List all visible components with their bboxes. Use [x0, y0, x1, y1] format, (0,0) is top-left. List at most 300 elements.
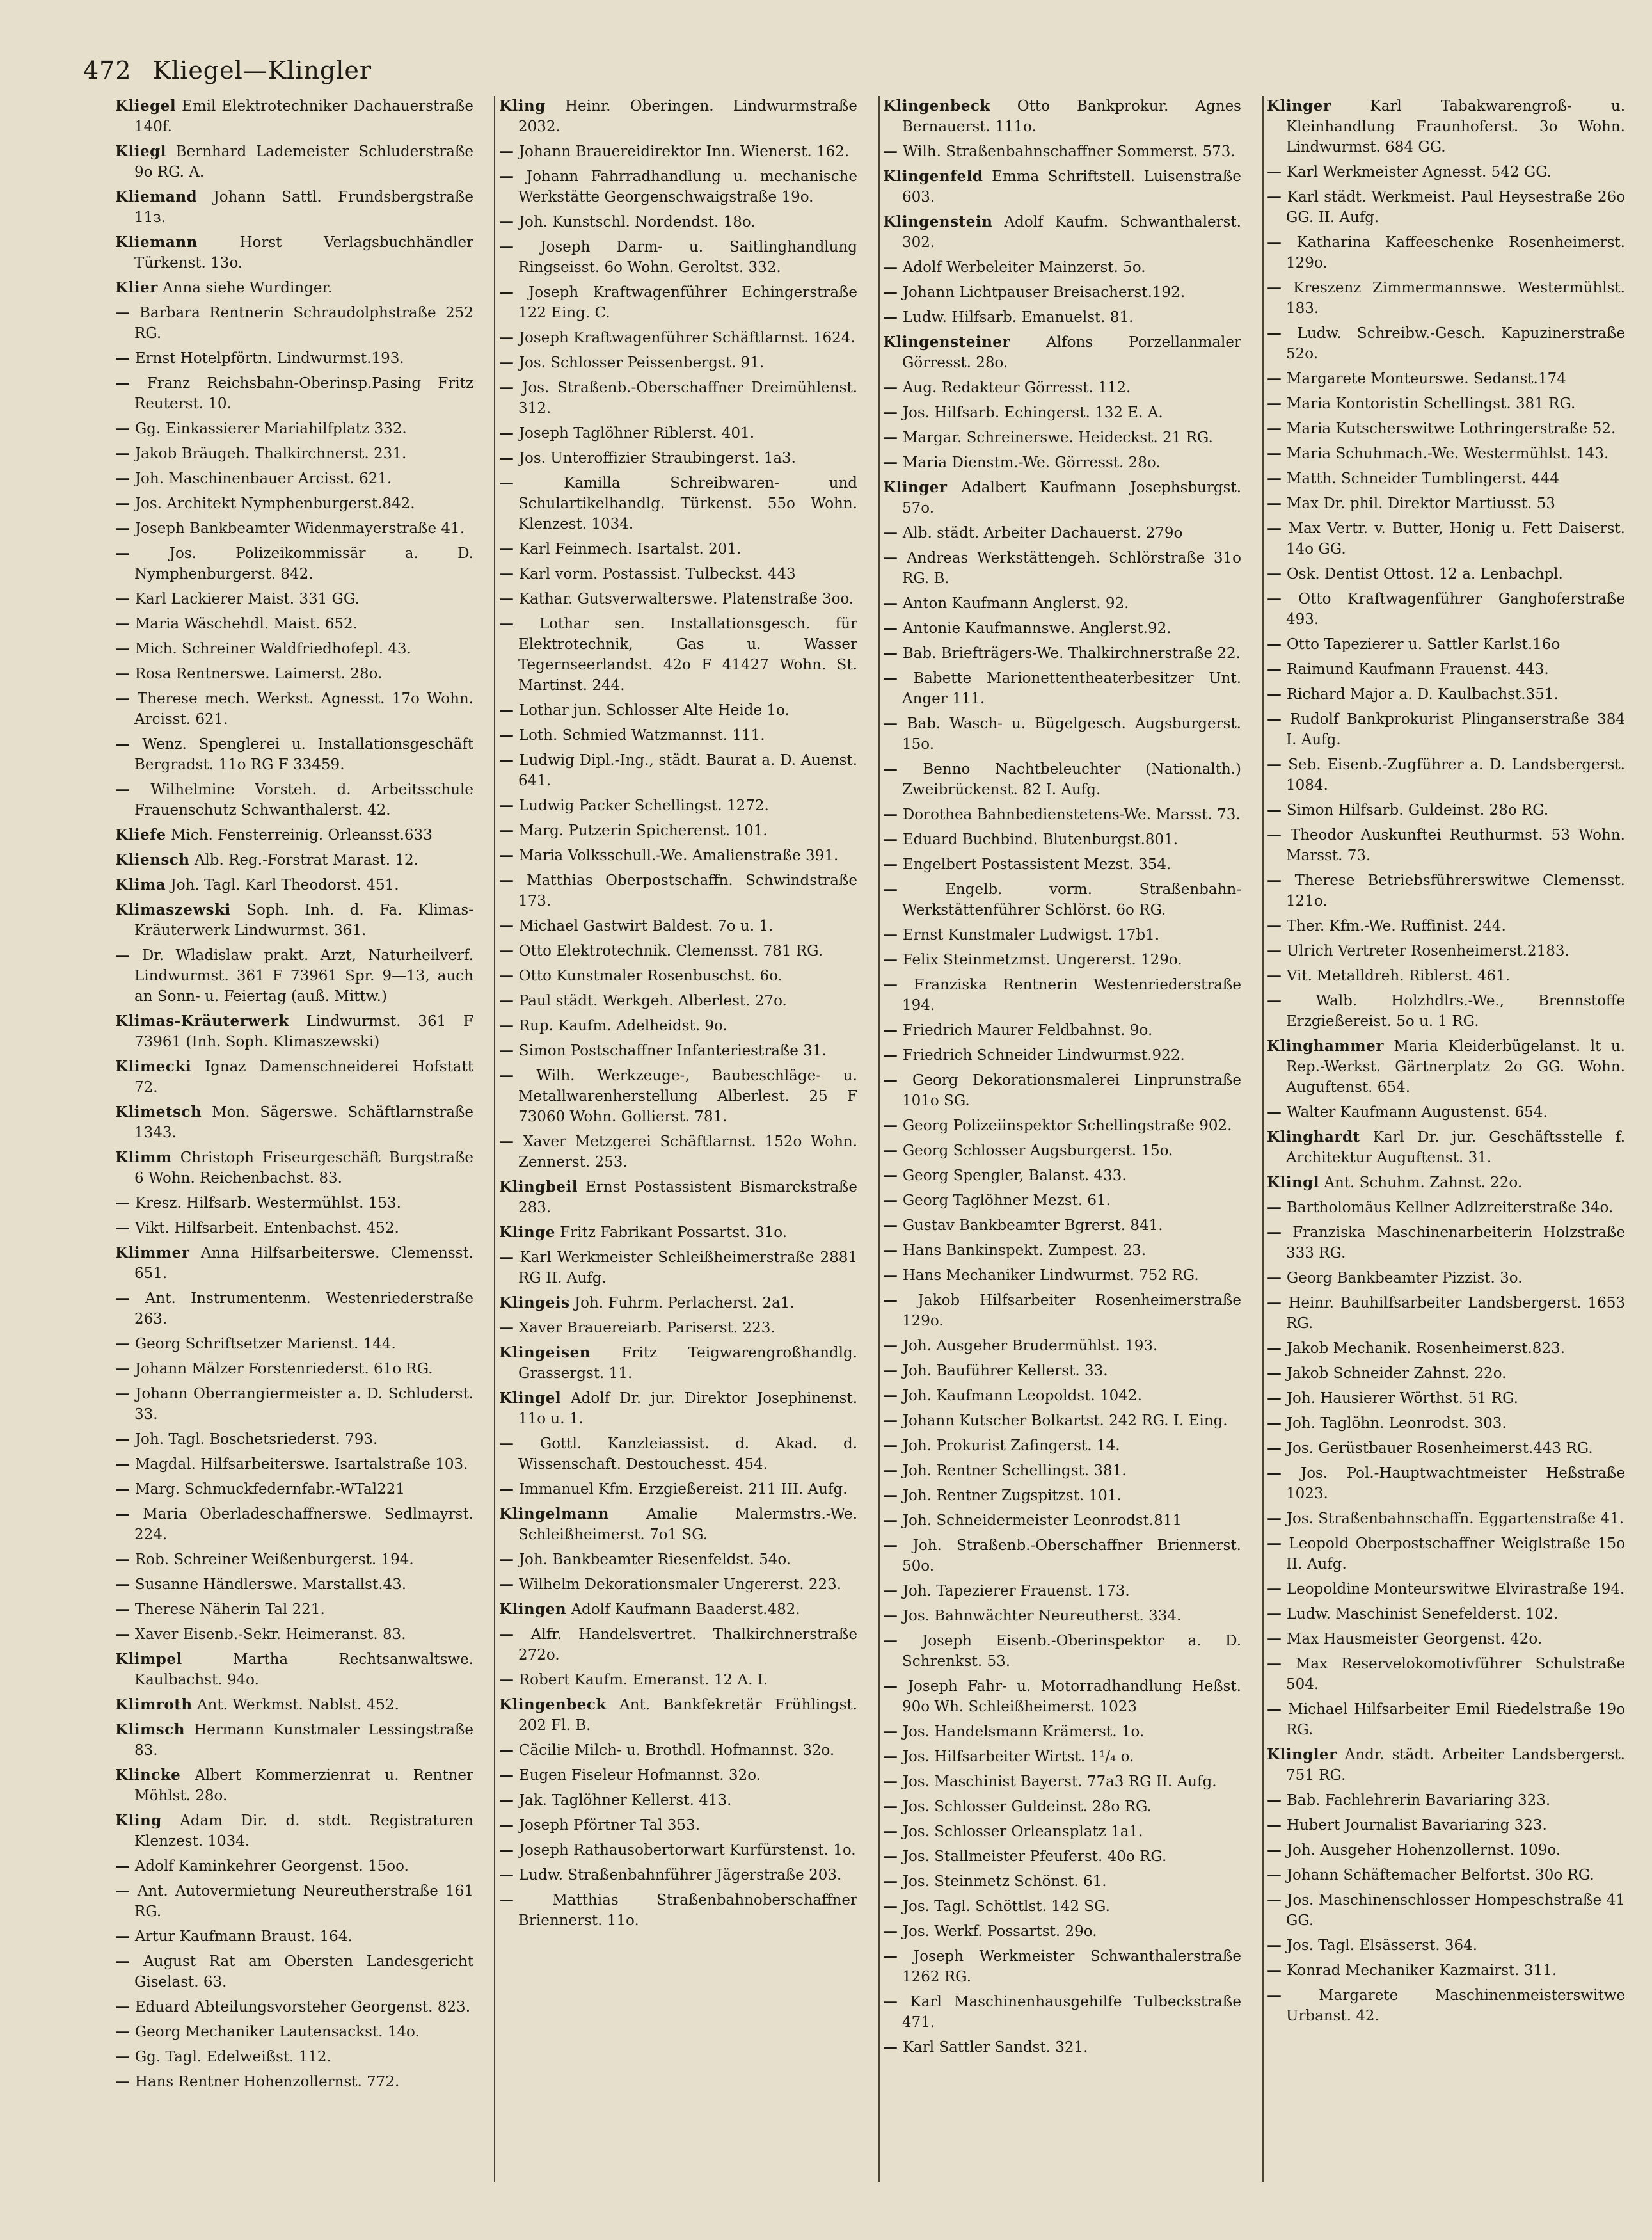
entry-text: Johann Brauereidirektor Inn. Wienerst. 162. — [518, 143, 850, 160]
entry-text: Joh. Tagl. Karl Theodorst. 451. — [170, 877, 399, 893]
entry-text: Theodor Auskunftei Reuthurmst. 53 Wohn. Marsst. 73. — [1286, 827, 1625, 864]
entry-text: Maria Schuhmach.-We. Westermühlst. 143. — [1286, 445, 1609, 462]
entry-text: Mich. Schreiner Waldfriedhofepl. 43. — [134, 641, 411, 657]
entry-text: Jos. Hilfsarbeiter Wirtst. 1¹/₄ o. — [902, 1748, 1134, 1765]
entry-name: — — [115, 640, 131, 657]
entry-text: Joseph Kraftwagenführer Schäftlarnst. 1624. — [518, 330, 855, 346]
entry-text: Babette Marionettentheaterbesitzer Unt. Anger 111. — [902, 670, 1241, 707]
entry-name: — — [499, 1741, 514, 1759]
entry-text: Robert Kaufm. Emeranst. 12 A. I. — [518, 1672, 768, 1688]
entry-text: Konrad Mechaniker Kazmairst. 311. — [1286, 1962, 1557, 1979]
directory-entry — [499, 966, 857, 986]
directory-entry — [883, 452, 1241, 473]
directory-entry — [115, 589, 473, 609]
entry-name: — — [115, 520, 131, 537]
page-title: Kliegel—Klingler — [152, 56, 372, 84]
entry-name: — — [883, 760, 898, 778]
directory-entry — [883, 1361, 1241, 1381]
entry-text: Dorothea Bahnbedienstetens-We. Marsst. 73. — [902, 806, 1241, 823]
entry-text: Adolf Kaufmann Baaderst.482. — [571, 1601, 800, 1618]
column-3 — [883, 96, 1241, 2208]
entry-text: Ludw. Hilfsarb. Emanuelst. 81. — [902, 309, 1134, 326]
directory-entry — [883, 212, 1241, 253]
directory-entry — [1267, 1338, 1625, 1359]
entry-name: Klimroth — [115, 1696, 193, 1713]
directory-entry — [115, 1057, 473, 1098]
directory-entry — [499, 941, 857, 961]
directory-entry — [883, 1436, 1241, 1456]
entry-text: Jos. Maschinist Bayerst. 77a3 RG II. Aufg. — [902, 1773, 1217, 1790]
entry-name: — — [883, 1748, 898, 1765]
directory-entry — [1267, 1604, 1625, 1624]
entry-text: Therese mech. Werkst. Agnesst. 17o Wohn. Arcisst. 621. — [134, 691, 473, 728]
entry-name: — — [1267, 324, 1282, 342]
entry-name: — — [115, 1455, 131, 1473]
entry-name: — — [115, 349, 131, 367]
directory-entry — [883, 1165, 1241, 1186]
entry-text: Dr. Wladislaw prakt. Arzt, Naturheilverf. Lindwurmst. 361 F 73961 Spr. 9—13, auch an Sonn- u. Feiertag (auß. Mittw.) — [134, 947, 473, 1005]
entry-name: — — [499, 1671, 514, 1688]
directory-entry — [115, 348, 473, 369]
directory-entry — [499, 1222, 857, 1243]
directory-entry — [499, 1890, 857, 1931]
directory-entry — [883, 1460, 1241, 1481]
entry-name: — — [115, 1290, 131, 1307]
entry-name: — — [1267, 163, 1282, 180]
entry-text: Margarete Monteurswe. Sedanst.174 — [1286, 371, 1566, 387]
entry-text: Vikt. Hilfsarbeit. Entenbachst. 452. — [134, 1220, 399, 1236]
entry-name: — — [1267, 917, 1282, 934]
entry-name: — — [499, 424, 514, 442]
entry-name: Klier — [115, 279, 158, 296]
entry-text: Antonie Kaufmannswe. Anglerst.92. — [902, 620, 1171, 637]
entry-text: Jos. Straßenbahnschaffn. Eggartenstraße 41. — [1286, 1510, 1624, 1527]
directory-entry — [115, 2047, 473, 2067]
entry-name: — — [1267, 370, 1282, 387]
entry-text: Joh. Rentner Zugspitzst. 101. — [902, 1487, 1122, 1504]
entry-name: Kling — [499, 97, 546, 115]
entry-name: — — [1267, 1294, 1282, 1311]
entry-name: — — [115, 1998, 131, 2015]
entry-name: — — [1267, 1987, 1282, 2004]
entry-text: Ludw. Straßenbahnführer Jägerstraße 203. — [518, 1867, 842, 1884]
entry-text: Joh. Taglöhn. Leonrodst. 303. — [1286, 1415, 1507, 1432]
directory-entry — [115, 444, 473, 464]
directory-entry — [1267, 162, 1625, 182]
directory-entry — [1267, 468, 1625, 489]
directory-entry — [499, 1177, 857, 1218]
entry-name: — — [883, 1512, 898, 1529]
entry-text: Andr. städt. Arbeiter Landsbergerst. 751 RG. — [1286, 1747, 1625, 1784]
directory-entry — [883, 854, 1241, 875]
entry-text: Xaver Metzgerei Schäftlarnst. 152o Wohn. Zennerst. 253. — [518, 1133, 857, 1171]
entry-text: Ludwig Packer Schellingst. 1272. — [518, 797, 769, 814]
entry-name: Kliensch — [115, 851, 190, 868]
directory-entry — [883, 1946, 1241, 1987]
entry-name: — — [883, 308, 898, 326]
directory-entry — [883, 643, 1241, 664]
entry-text: Franziska Maschinenarbeiterin Holzstraße 333 RG. — [1286, 1224, 1625, 1261]
entry-text: Gustav Bankbeamter Bgrerst. 841. — [902, 1217, 1163, 1234]
entry-text: Jos. Pol.-Hauptwachtmeister Heßstraße 1023. — [1286, 1465, 1625, 1502]
entry-text: Jakob Bräugeh. Thalkirchnerst. 231. — [134, 445, 407, 462]
directory-entry — [883, 282, 1241, 303]
directory-entry — [115, 875, 473, 895]
directory-entry — [115, 303, 473, 344]
entry-text: Christoph Friseurgeschäft Burgstraße 6 Wohn. Reichenbachst. 83. — [134, 1149, 473, 1187]
directory-entry — [115, 1218, 473, 1238]
entry-text: Richard Major a. D. Kaulbachst.351. — [1286, 686, 1559, 703]
entry-text: Maria Wäschehdl. Maist. 652. — [134, 616, 358, 632]
entry-text: Simon Postschaffner Infanteriestraße 31. — [518, 1043, 827, 1059]
entry-name: — — [499, 701, 514, 719]
entry-name: Klinghammer — [1267, 1037, 1384, 1055]
entry-text: Soph. Inh. d. Fa. Klimas-Kräuterwerk Lindwurmst. 361. — [134, 902, 473, 939]
entry-text: Maria Volksschull.-We. Amalienstraße 391. — [518, 847, 839, 864]
entry-name: Klingenbeck — [883, 97, 990, 115]
entry-text: Marg. Schmuckfedernfabr.-WTal221 — [134, 1481, 405, 1498]
entry-text: Magdal. Hilfsarbeiterswe. Isartalstraße 103. — [134, 1456, 468, 1473]
entry-name: — — [499, 474, 514, 492]
entry-text: Otto Tapezierer u. Sattler Karlst.16o — [1286, 636, 1561, 653]
entry-name: — — [115, 1385, 131, 1402]
entry-name: — — [499, 1435, 514, 1452]
directory-entry — [115, 1454, 473, 1475]
entry-text: Engelbert Postassistent Mezst. 354. — [902, 856, 1171, 873]
directory-entry — [115, 187, 473, 228]
entry-name: — — [1267, 565, 1282, 582]
directory-entry — [115, 1193, 473, 1213]
entry-name: Klimaszewski — [115, 901, 231, 918]
entry-name: — — [1267, 279, 1282, 296]
entry-name: — — [883, 1292, 898, 1309]
directory-entry — [1267, 1036, 1625, 1098]
entry-text: Gottl. Kanzleiassist. d. Akad. d. Wissenschaft. Destouchesst. 454. — [518, 1436, 857, 1473]
entry-text: Friedrich Maurer Feldbahnst. 9o. — [902, 1022, 1153, 1039]
entry-name: Klingbeil — [499, 1178, 578, 1196]
directory-entry — [1267, 659, 1625, 680]
entry-text: Joh. Schneidermeister Leonrodst.811 — [902, 1512, 1182, 1529]
entry-name: — — [883, 284, 898, 301]
entry-text: Alb. Reg.-Forstrat Marast. 12. — [194, 852, 418, 868]
directory-entry — [499, 282, 857, 323]
directory-entry — [1267, 187, 1625, 228]
entry-name: — — [883, 1848, 898, 1865]
entry-text: Seb. Eisenb.-Zugführer a. D. Landsbergerst. 1084. — [1286, 756, 1625, 794]
entry-text: Otto Elektrotechnik. Clemensst. 781 RG. — [518, 943, 823, 959]
entry-text: Horst Verlagsbuchhändler Türkenst. 13o. — [134, 234, 473, 271]
entry-text: Walb. Holzhdlrs.-We., Brennstoffe Erzgießereist. 5o u. 1 RG. — [1286, 993, 1625, 1030]
entry-text: Georg Schriftsetzer Marienst. 144. — [134, 1336, 396, 1352]
entry-name: — — [115, 1882, 131, 1900]
directory-entry — [1267, 1629, 1625, 1649]
directory-entry — [115, 1549, 473, 1570]
entry-name: — — [883, 1021, 898, 1039]
directory-entry — [499, 796, 857, 816]
entry-name: — — [1267, 1891, 1282, 1908]
entry-name: — — [499, 1133, 514, 1150]
directory-entry — [499, 1388, 857, 1429]
entry-name: — — [1267, 1414, 1282, 1432]
entry-name: — — [883, 1632, 898, 1649]
entry-name: — — [499, 329, 514, 346]
directory-entry — [883, 1215, 1241, 1236]
entry-name: — — [883, 1677, 898, 1695]
directory-entry — [883, 1581, 1241, 1601]
directory-entry — [883, 759, 1241, 800]
entry-name: — — [883, 1582, 898, 1599]
entry-text: Gg. Tagl. Edelweißst. 112. — [134, 2049, 331, 2065]
entry-text: Ernst Hotelpförtn. Lindwurmst.193. — [134, 350, 404, 367]
directory-entry — [883, 1631, 1241, 1672]
directory-entry — [1267, 991, 1625, 1032]
entry-text: Ernst Postassistent Bismarckstraße 283. — [518, 1179, 857, 1216]
entry-name: — — [883, 595, 898, 612]
entry-text: Karl Werkmeister Schleißheimerstraße 2881 RG II. Aufg. — [518, 1249, 857, 1286]
entry-name: — — [499, 449, 514, 467]
entry-name: — — [1267, 967, 1282, 984]
entry-name: — — [883, 1437, 898, 1454]
directory-entry — [499, 1343, 857, 1384]
entry-text: Rosa Rentnerswe. Laimerst. 28o. — [134, 666, 383, 682]
entry-name: — — [1267, 1340, 1282, 1357]
column-2 — [499, 96, 857, 2208]
directory-entry — [115, 373, 473, 414]
entry-text: Paul städt. Werkgeh. Alberlest. 27o. — [518, 993, 787, 1009]
entry-text: Ludwig Dipl.-Ing., städt. Baurat a. D. Auenst. 641. — [518, 752, 857, 789]
directory-entry — [115, 1011, 473, 1052]
entry-name: Klimecki — [115, 1058, 192, 1075]
entry-text: Franz Reichsbahn-Oberinsp.Pasing Fritz Reuterst. 10. — [134, 375, 473, 412]
entry-name: — — [115, 420, 131, 437]
directory-entry — [115, 1288, 473, 1329]
entry-name: — — [1267, 420, 1282, 437]
entry-name: — — [115, 1505, 131, 1523]
entry-name: — — [499, 1891, 514, 1908]
directory-entry — [1267, 1463, 1625, 1504]
directory-entry — [1267, 1127, 1625, 1168]
directory-entry — [1267, 1102, 1625, 1123]
directory-entry — [1267, 1508, 1625, 1529]
entry-text: Karl Dr. jur. Geschäftsstelle f. Architektur Auguftenst. 31. — [1286, 1129, 1625, 1166]
entry-name: — — [1267, 590, 1282, 607]
entry-text: Georg Mechaniker Lautensackst. 14o. — [134, 2024, 420, 2040]
entry-text: Georg Spengler, Balanst. 433. — [902, 1167, 1127, 1184]
entry-name: — — [883, 831, 898, 848]
directory-entry — [1267, 1438, 1625, 1459]
entry-name: — — [499, 379, 514, 396]
directory-entry — [1267, 394, 1625, 414]
entry-name: Klingensteiner — [883, 333, 1011, 351]
entry-name: — — [499, 992, 514, 1009]
entry-name: — — [883, 1046, 898, 1064]
entry-name: — — [883, 1412, 898, 1429]
entry-name: — — [1267, 1389, 1282, 1407]
directory-entry — [883, 1190, 1241, 1211]
entry-text: Karl Tabakwarengroß- u. Kleinhandlung Fraunhoferst. 3o Wohn. Lindwurmst. 684 GG. — [1286, 98, 1625, 156]
entry-text: Georg Schlosser Augsburgerst. 15o. — [902, 1142, 1173, 1159]
entry-text: Matthias Oberpostschaffn. Schwindstraße 173. — [518, 872, 857, 909]
entry-text: Immanuel Kfm. Erzgießereist. 211 III. Aufg. — [518, 1481, 848, 1498]
directory-entry — [883, 477, 1241, 518]
directory-entry — [1267, 1413, 1625, 1434]
directory-entry — [499, 1434, 857, 1475]
directory-entry — [115, 689, 473, 730]
directory-entry — [1267, 870, 1625, 911]
entry-name: — — [1267, 1791, 1282, 1809]
entry-name: — — [883, 1462, 898, 1479]
entry-name: — — [883, 259, 898, 276]
entry-text: Fritz Teigwarengroßhandlg. Grassergst. 11. — [518, 1345, 857, 1382]
entry-text: Joh. Tapezierer Frauenst. 173. — [902, 1583, 1130, 1599]
entry-text: Maria Kontoristin Schellingst. 381 RG. — [1286, 396, 1576, 412]
entry-text: Johann Mälzer Forstenriederst. 61o RG. — [134, 1361, 433, 1377]
entry-name: — — [115, 590, 131, 607]
entry-text: Joh. Fuhrm. Perlacherst. 2a1. — [574, 1295, 795, 1311]
entry-name: — — [883, 881, 898, 898]
entry-text: Eugen Fiseleur Hofmannst. 32o. — [518, 1767, 761, 1784]
directory-entry — [115, 2022, 473, 2042]
directory-entry — [1267, 369, 1625, 389]
directory-entry — [883, 523, 1241, 543]
entry-text: Cäcilie Milch- u. Brothdl. Hofmannst. 32o. — [518, 1742, 835, 1759]
entry-name: — — [1267, 445, 1282, 462]
entry-text: Emma Schriftstell. Luisenstraße 603. — [902, 168, 1241, 205]
entry-name: — — [499, 1816, 514, 1834]
entry-text: Joh. Bankbeamter Riesenfeldst. 54o. — [518, 1551, 791, 1568]
entry-text: Eduard Abteilungsvorsteher Georgenst. 823. — [134, 1999, 471, 2015]
entry-name: Kliegel — [115, 97, 177, 115]
directory-entry — [499, 539, 857, 559]
entry-text: Karl Feinmech. Isartalst. 201. — [518, 541, 742, 557]
entry-text: Eduard Buchbind. Blutenburgst.801. — [902, 831, 1179, 848]
entry-text: Friedrich Schneider Lindwurmst.922. — [902, 1047, 1185, 1064]
entry-text: Joh. Hausierer Wörthst. 51 RG. — [1286, 1390, 1518, 1407]
entry-text: Jos. Handelsmann Krämerst. 1o. — [902, 1724, 1145, 1740]
directory-entry — [1267, 1654, 1625, 1695]
entry-text: Adam Dir. d. stdt. Registraturen Klenzest. 1034. — [134, 1812, 473, 1850]
entry-name: — — [499, 1042, 514, 1059]
entry-text: Wilhelm Dekorationsmaler Ungererst. 223. — [518, 1576, 842, 1593]
entry-name: — — [499, 540, 514, 557]
entry-text: Albert Kommerzienrat u. Rentner Möhlst. 28o. — [134, 1767, 473, 1804]
directory-entry — [1267, 1699, 1625, 1740]
entry-name: Kling — [115, 1812, 162, 1829]
entry-name: — — [499, 1576, 514, 1593]
entry-text: Walter Kaufmann Augustenst. 654. — [1286, 1104, 1548, 1121]
entry-name: — — [115, 1480, 131, 1498]
entry-name: — — [115, 2023, 131, 2040]
entry-name: — — [1267, 942, 1282, 959]
directory-entry — [499, 237, 857, 278]
directory-entry — [1267, 564, 1625, 584]
directory-entry — [499, 141, 857, 162]
entry-text: Joh. Ausgeher Brudermühlst. 193. — [902, 1338, 1158, 1354]
entry-text: Wilhelmine Vorsteh. d. Arbeitsschule Frauenschutz Schwanthalerst. 42. — [134, 781, 473, 819]
directory-entry — [883, 141, 1241, 162]
entry-name: — — [1267, 1937, 1282, 1954]
directory-entry — [115, 664, 473, 684]
directory-entry — [1267, 1815, 1625, 1836]
directory-entry — [1267, 941, 1625, 961]
entry-text: Johann Oberrangiermeister a. D. Schluderst. 33. — [134, 1386, 473, 1423]
entry-text: Engelb. vorm. Straßenbahn-Werkstättenführer Schlörst. 6o RG. — [902, 881, 1241, 918]
entry-text: Joh. Straßenb.-Oberschaffner Briennerst. 50o. — [902, 1537, 1241, 1574]
entry-name: — — [1267, 495, 1282, 512]
entry-text: Joh. Prokurist Zafingerst. 14. — [902, 1437, 1120, 1454]
directory-entry — [1267, 1533, 1625, 1574]
entry-name: — — [1267, 1580, 1282, 1597]
directory-entry — [115, 1881, 473, 1922]
entry-text: Osk. Dentist Ottost. 12 a. Lenbachpl. — [1286, 566, 1563, 582]
entry-text: Susanne Händlerswe. Marstallst.43. — [134, 1576, 407, 1593]
directory-entry — [883, 1045, 1241, 1066]
entry-text: Fritz Fabrikant Possartst. 31o. — [560, 1224, 788, 1241]
entry-name: Klingenbeck — [499, 1696, 607, 1713]
entry-name: — — [883, 429, 898, 446]
entry-text: Ernst Kunstmaler Ludwigst. 17b1. — [902, 927, 1160, 943]
entry-name: — — [883, 1387, 898, 1404]
directory-entry — [1267, 1222, 1625, 1263]
directory-entry — [1267, 1363, 1625, 1384]
directory-entry — [883, 403, 1241, 423]
directory-entry — [115, 1599, 473, 1620]
entry-name: Klinger — [883, 479, 948, 496]
entry-text: Maria Kutscherswitwe Lothringerstraße 52. — [1286, 420, 1616, 437]
entry-name: — — [115, 1601, 131, 1618]
entry-name: — — [883, 1873, 898, 1890]
entry-text: Ignaz Damenschneiderei Hofstatt 72. — [134, 1059, 473, 1096]
directory-entry — [883, 1070, 1241, 1111]
entry-text: Jos. Architekt Nymphenburgerst.842. — [134, 495, 415, 512]
entry-text: Ulrich Vertreter Rosenheimerst.2183. — [1286, 943, 1569, 959]
entry-name: Kliemand — [115, 188, 198, 205]
entry-text: Johann Sattl. Frundsbergstraße 11з. — [134, 189, 473, 226]
entry-name: — — [499, 1766, 514, 1784]
entry-name: — — [499, 1626, 514, 1643]
directory-entry — [115, 543, 473, 584]
directory-entry — [115, 1574, 473, 1595]
entry-text: Bernhard Lademeister Schluderstraße 9o RG. A. — [134, 143, 473, 180]
directory-entry — [115, 493, 473, 514]
entry-name: — — [499, 1551, 514, 1568]
directory-entry — [499, 700, 857, 721]
entry-text: Otto Kunstmaler Rosenbuschst. 6o. — [518, 968, 782, 984]
entry-name: — — [883, 1117, 898, 1134]
entry-name: — — [883, 549, 898, 566]
entry-text: Jos. Tagl. Schöttlst. 142 SG. — [902, 1898, 1110, 1915]
entry-text: Vit. Metalldreh. Riblerst. 461. — [1286, 968, 1511, 984]
directory-entry — [883, 1896, 1241, 1917]
entry-name: — — [499, 967, 514, 984]
entry-text: Leopold Oberpostschaffner Weiglstraße 15o II. Aufg. — [1286, 1535, 1625, 1572]
entry-name: Klingeisen — [499, 1344, 591, 1361]
entry-text: Hans Mechaniker Lindwurmst. 752 RG. — [902, 1267, 1199, 1284]
entry-name: — — [115, 445, 131, 462]
entry-name: — — [883, 1142, 898, 1159]
directory-entry — [1267, 966, 1625, 986]
entry-text: Kreszenz Zimmermannswe. Westermühlst. 183. — [1286, 280, 1625, 317]
entry-text: Otto Kraftwagenführer Ganghoferstraße 493. — [1286, 591, 1625, 628]
directory-entry — [499, 353, 857, 373]
entry-text: Alfons Porzellanmaler Görresst. 28o. — [902, 334, 1241, 371]
directory-entry — [1267, 1197, 1625, 1218]
entry-name: — — [1267, 1510, 1282, 1527]
entry-text: Jakob Mechanik. Rosenheimerst.823. — [1286, 1340, 1566, 1357]
directory-entry — [883, 714, 1241, 755]
directory-entry — [1267, 1790, 1625, 1811]
directory-entry — [499, 473, 857, 534]
